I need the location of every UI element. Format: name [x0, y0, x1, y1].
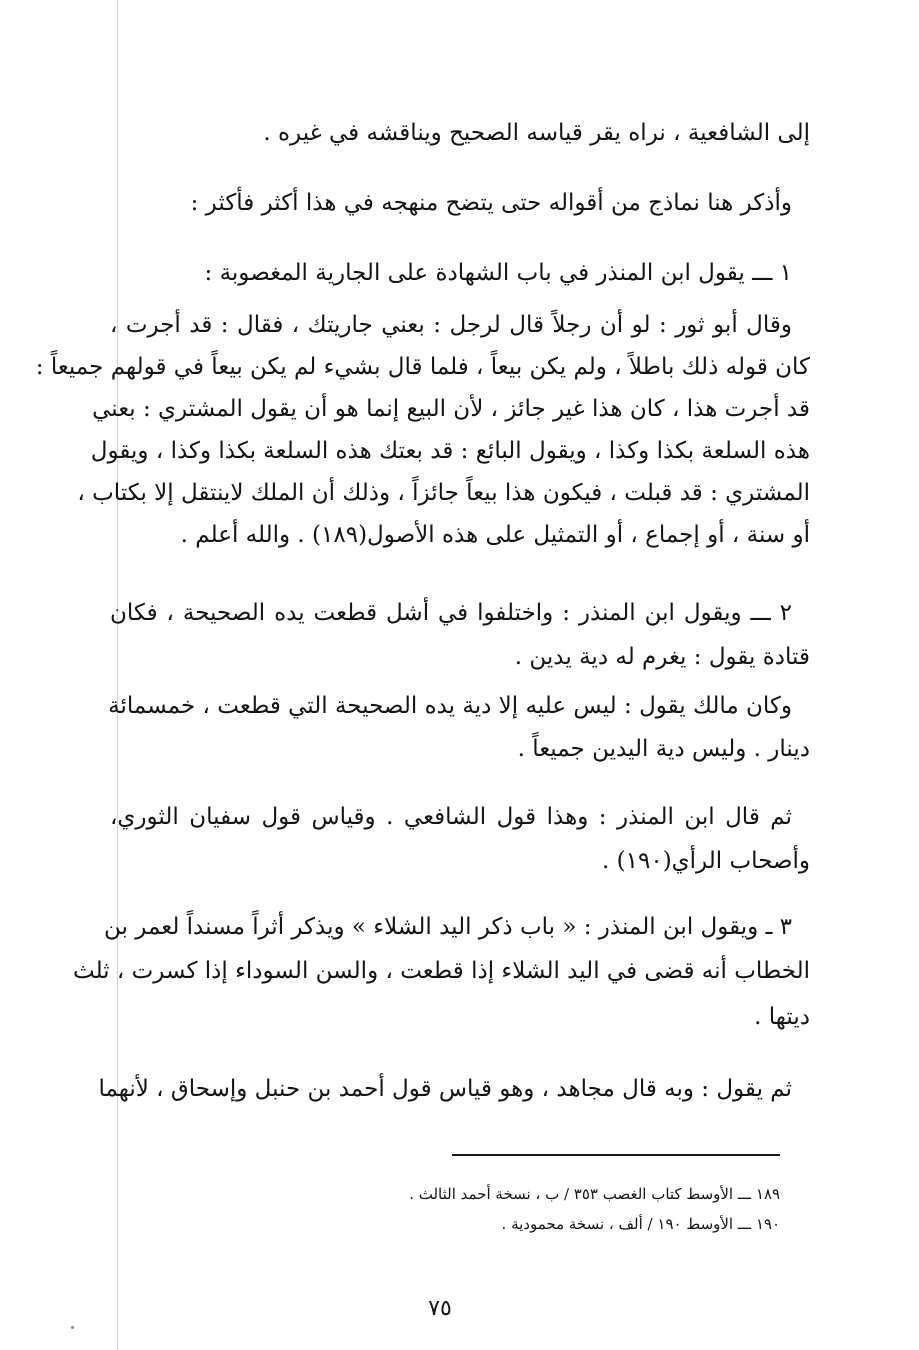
item-3-line-4: ثم يقول : وبه قال مجاهد ، وهو قياس قول أحمد بن حنبل وإسحاق ، لأنهما: [98, 1076, 792, 1102]
item-1-quote-line-1: وقال أبو ثور : لو أن رجلاً قال لرجل : بعني جاريتك ، فقال : قد أجرت ،: [110, 312, 792, 338]
item-1-quote-line-4: هذه السلعة بكذا وكذا ، ويقول البائع : قد بعتك هذه السلعة بكذا وكذا ، ويقول: [90, 438, 810, 464]
body-line-1: إلى الشافعية ، نراه يقر قياسه الصحيح ويناقشه في غيره .: [263, 120, 810, 146]
item-1-heading: ١ ـــ يقول ابن المنذر في باب الشهادة على الجارية المغصوبة :: [204, 260, 792, 286]
item-3-line-2: الخطاب أنه قضى في اليد الشلاء إذا قطعت ، والسن السوداء إذا كسرت ، ثلث: [72, 958, 810, 984]
item-2-line-6: وأصحاب الرأي(١٩٠) .: [602, 848, 810, 874]
book-page: [35, 0, 810, 1350]
item-1-quote-line-6: أو سنة ، أو إجماع ، أو التمثيل على هذه الأصول(١٨٩) . والله أعلم .: [180, 522, 810, 548]
item-2-line-4: دينار . وليس دية اليدين جميعاً .: [517, 736, 810, 762]
item-3-line-3: ديتها .: [754, 1004, 810, 1030]
item-1-quote-line-3: قد أجرت هذا ، كان هذا غير جائز ، لأن البيع إنما هو أن يقول المشتري : بعني: [92, 396, 810, 422]
item-1-quote-line-5: المشتري : قد قبلت ، فيكون هذا بيعاً جائزاً ، وذلك أن الملك لاينتقل إلا بكتاب ،: [77, 480, 810, 506]
item-2-line-3: وكان مالك يقول : ليس عليه إلا دية يده الصحيحة التي قطعت ، خمسمائة: [108, 693, 792, 719]
item-2-line-2: قتادة يقول : يغرم له دية يدين .: [514, 644, 810, 670]
item-2-line-5: ثم قال ابن المنذر : وهذا قول الشافعي . وقياس قول سفيان الثوري،: [110, 804, 792, 830]
footnote-189: ١٨٩ ـــ الأوسط كتاب الغصب ٣٥٣ / ب ، نسخة أحمد الثالث .: [409, 1185, 780, 1203]
item-3-line-1: ٣ ـ ويقول ابن المنذر : « باب ذكر اليد الشلاء » ويذكر أثراً مسنداً لعمر بن: [104, 914, 792, 940]
item-1-quote-line-2: كان قوله ذلك باطلاً ، ولم يكن بيعاً ، فلما قال بشيء لم يكن بيعاً في قولهم جميعاً :: [35, 354, 810, 380]
body-line-2: وأذكر هنا نماذج من أقواله حتى يتضح منهجه في هذا أكثر فأكثر :: [190, 190, 792, 216]
item-2-line-1: ٢ ـــ ويقول ابن المنذر : واختلفوا في أشل قطعت يده الصحيحة ، فكان: [110, 600, 792, 626]
margin-speck: [71, 1326, 74, 1329]
page-number: ٧٥: [428, 1296, 452, 1321]
footnote-190: ١٩٠ ـــ الأوسط ١٩٠ / ألف ، نسخة محمودية .: [501, 1215, 780, 1233]
footnote-separator: [452, 1154, 780, 1156]
